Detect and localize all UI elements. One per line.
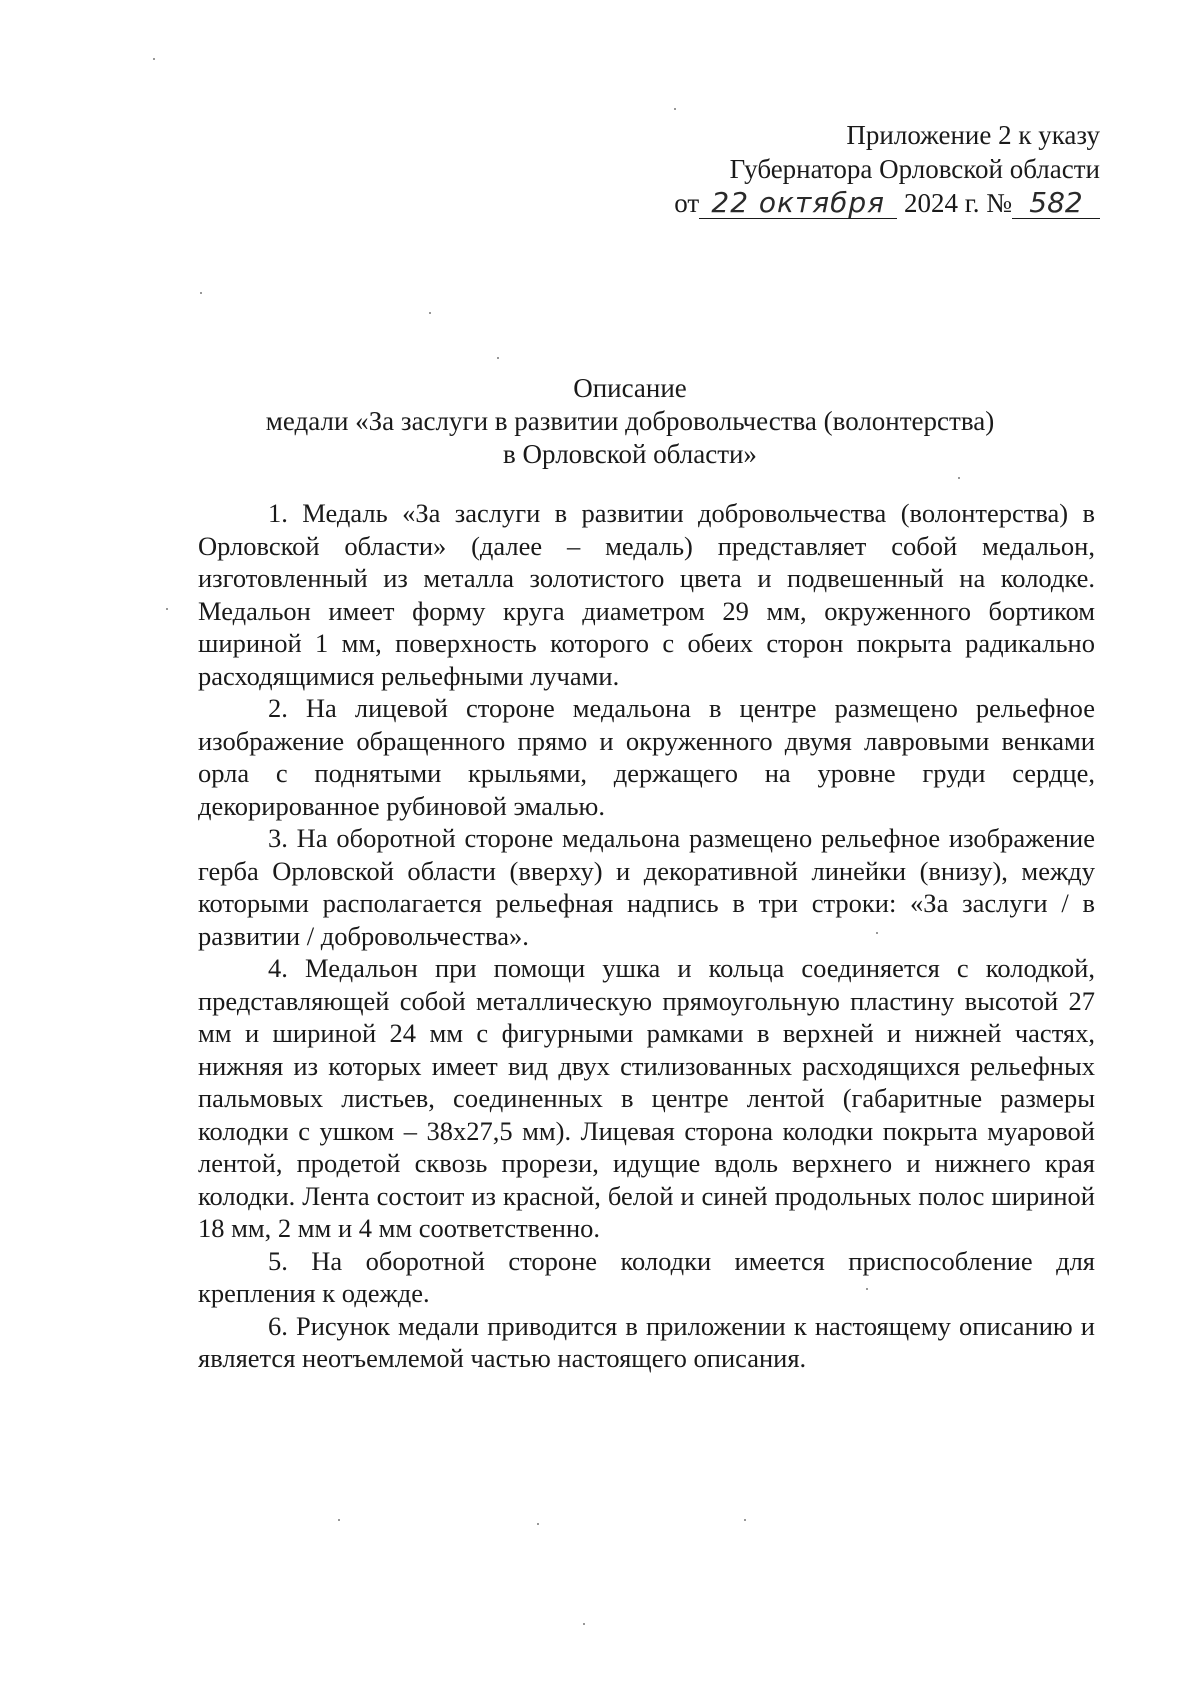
appendix-line-2: Губернатора Орловской области: [729, 154, 1100, 184]
scan-speck: [497, 357, 499, 359]
scan-speck: [200, 292, 202, 294]
scan-speck: [166, 608, 168, 610]
scan-speck: [583, 1623, 585, 1625]
date-prefix: от: [674, 188, 700, 218]
scan-speck: [537, 1523, 539, 1525]
scan-speck: [958, 477, 960, 479]
paragraph-1: 1. Медаль «За заслуги в развитии добровольчества (волонтерства) в Орловской области» (далее – медаль) представляет собой медальон, изготовленный из металла золотистого цвета и подвешенный на колодке. Медальон имеет форму круга диаметром 29 мм, окруженного бортиком шириной 1 мм, поверхность которого с обеих сторон покрыта радикально расходящимися рельефными лучами.: [198, 498, 1095, 691]
paragraph-4: 4. Медальон при помощи ушка и кольца соединяется с колодкой, представляющей собой металлическую прямоугольную пластину высотой 27 мм и шириной 24 мм с фигурными рамками в верхней и нижней частях, нижняя из которых имеет вид двух стилизованных расходящихся рельефных пальмовых листьев, соединенных в центре лентой (габаритные размеры колодки с ушком – 38x27,5 мм). Лицевая сторона колодки покрыта муаровой лентой, продетой сквозь прорези, идущие вдоль верхнего и нижнего края колодки. Лента состоит из красной, белой и синей продольных полос шириной 18 мм, 2 мм и 4 мм соответственно.: [198, 953, 1095, 1243]
paragraph-3: 3. На оборотной стороне медальона размещено рельефное изображение герба Орловской области (вверху) и декоративной линейки (внизу), между которыми располагается рельефная надпись в три строки: «За заслуги / в развитии / добровольчества».: [198, 823, 1095, 951]
paragraph-6: 6. Рисунок медали приводится в приложении к настоящему описанию и является неотъемлемой частью настоящего описания.: [198, 1310, 1095, 1373]
scan-speck: [876, 932, 878, 934]
title-line-3: в Орловской области»: [503, 439, 757, 469]
handwritten-number: 582: [1012, 188, 1100, 219]
scan-speck: [866, 1288, 868, 1290]
scan-speck: [429, 312, 431, 314]
paragraph-5: 5. На оборотной стороне колодки имеется приспособление для крепления к одежде.: [198, 1245, 1095, 1308]
appendix-header: [660, 118, 1100, 220]
scan-speck: [744, 1519, 746, 1521]
appendix-date-line: [660, 186, 1100, 220]
paragraph-2: 2. На лицевой стороне медальона в центре размещено рельефное изображение обращенного прямо и окруженного двумя лавровыми венками орла с поднятыми крыльями, держащего на уровне груди сердце, декорированное рубиновой эмалью.: [198, 693, 1095, 821]
scan-speck: [674, 108, 676, 110]
title-line-1: Описание: [573, 373, 687, 403]
scan-speck: [338, 1519, 340, 1521]
handwritten-date: 22 октября: [699, 188, 897, 219]
appendix-line-1: Приложение 2 к указу: [846, 120, 1100, 150]
year-text: 2024 г. №: [903, 188, 1012, 218]
document-body: [198, 497, 1095, 1375]
title-line-2: медали «За заслуги в развитии добровольчества (волонтерства): [265, 406, 995, 436]
document-title: [200, 372, 1060, 471]
scan-speck: [153, 58, 155, 60]
